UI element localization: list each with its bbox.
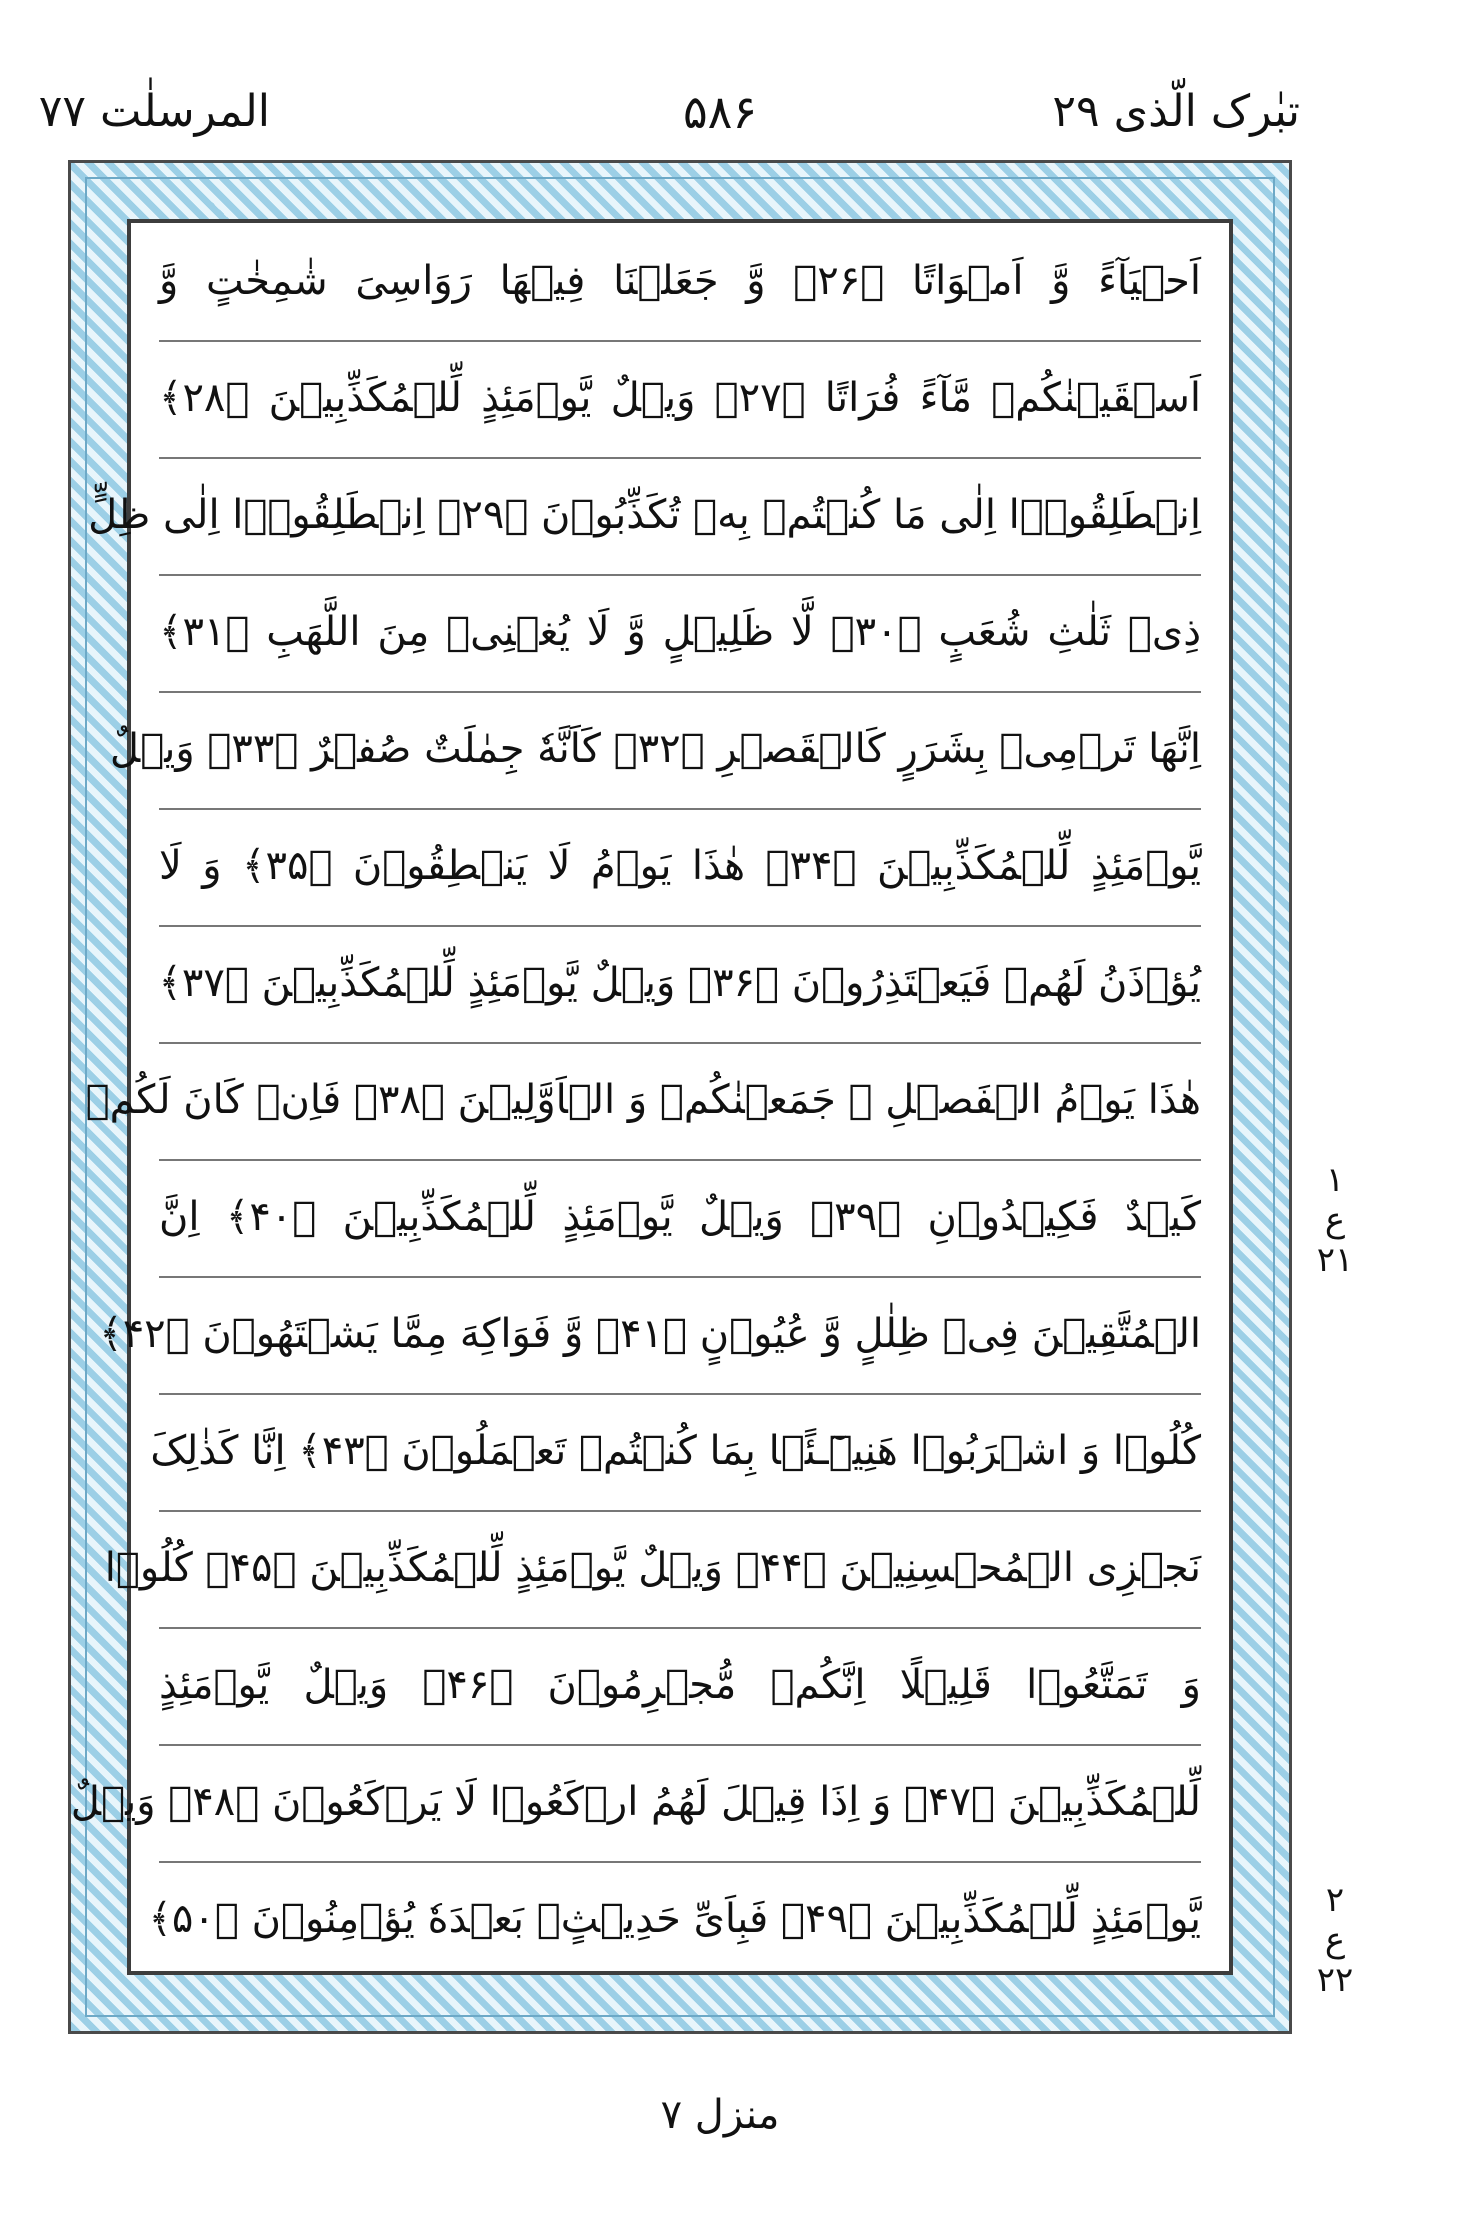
juz-title: تبٰرک الّذی ۲۹: [1052, 86, 1300, 137]
manzil-footer: منزل ۷: [660, 2092, 780, 2138]
text-line-15: یَّوۡمَئِذٍ لِّلۡمُکَذِّبِیۡنَ ﴿۴۹﴾ فَبِاَیِّ حَدِیۡثٍۭ بَعۡدَهٗ یُؤۡمِنُوۡنَ ﴿۵۰﴾: [148, 1896, 1201, 1942]
text-line-11: کُلُوۡا وَ اشۡرَبُوۡا هَنِیۡٓـئًۢا بِمَا کُنۡتُمۡ تَعۡمَلُوۡنَ ﴿۴۳﴾ اِنَّا کَذٰلِکَ: [159, 1393, 1201, 1512]
text-line-9: کَیۡدٌ فَکِیۡدُوۡنِ ﴿۳۹﴾ وَیۡلٌ یَّوۡمَئِذٍ لِّلۡمُکَذِّبِیۡنَ ﴿۴۰﴾ اِنَّ: [159, 1159, 1201, 1278]
text-panel: [70, 219, 1233, 1975]
ruku-marker-2: ۲ ع ۲۲: [1316, 1880, 1354, 2000]
text-line-4: ذِیۡ ثَلٰثِ شُعَبٍ ﴿۳۰﴾ لَّا ظَلِیۡلٍ وَّ لَا یُغۡنِیۡ مِنَ اللَّهَبِ ﴿۳۱﴾: [159, 574, 1201, 693]
text-line-8: هٰذَا یَوۡمُ الۡفَصۡلِ ۚ جَمَعۡنٰکُمۡ وَ الۡاَوَّلِیۡنَ ﴿۳۸﴾ فَاِنۡ کَانَ لَکُمۡ: [159, 1042, 1201, 1161]
text-line-13: وَ تَمَتَّعُوۡا قَلِیۡلًا اِنَّکُمۡ مُّجۡرِمُوۡنَ ﴿۴۶﴾ وَیۡلٌ یَّوۡمَئِذٍ: [159, 1627, 1201, 1746]
text-line-14: لِّلۡمُکَذِّبِیۡنَ ﴿۴۷﴾ وَ اِذَا قِیۡلَ لَهُمُ ارۡکَعُوۡا لَا یَرۡکَعُوۡنَ ﴿۴۸﴾ وَیۡلٌ: [159, 1744, 1201, 1863]
surah-title: المرسلٰت ۷۷: [38, 86, 270, 137]
text-line-5: اِنَّهَا تَرۡمِیۡ بِشَرَرٍ کَالۡقَصۡرِ ﴿۳۲﴾ کَاَنَّهٗ جِمٰلَتٌ صُفۡرٌ ﴿۳۳﴾ وَیۡلٌ: [159, 691, 1201, 810]
text-line-1: اَحۡیَآءً وَّ اَمۡوَاتًا ﴿۲۶﴾ وَّ جَعَلۡنَا فِیۡهَا رَوَاسِیَ شٰمِخٰتٍ وَّ: [159, 223, 1201, 342]
text-line-3: اِنۡطَلِقُوۡۤا اِلٰی مَا کُنۡتُمۡ بِهٖ تُکَذِّبُوۡنَ ﴿۲۹﴾ اِنۡطَلِقُوۡۤا اِلٰی ظِلٍّ: [159, 457, 1201, 576]
decorative-border: [68, 160, 1292, 2034]
text-line-12: نَجۡزِی الۡمُحۡسِنِیۡنَ ﴿۴۴﴾ وَیۡلٌ یَّوۡمَئِذٍ لِّلۡمُکَذِّبِیۡنَ ﴿۴۵﴾ کُلُوۡا: [159, 1510, 1201, 1629]
text-line-7: یُؤۡذَنُ لَهُمۡ فَیَعۡتَذِرُوۡنَ ﴿۳۶﴾ وَیۡلٌ یَّوۡمَئِذٍ لِّلۡمُکَذِّبِیۡنَ ﴿۳۷﴾: [159, 925, 1201, 1044]
text-line-2: اَسۡقَیۡنٰکُمۡ مَّآءً فُرَاتًا ﴿۲۷﴾ وَیۡلٌ یَّوۡمَئِذٍ لِّلۡمُکَذِّبِیۡنَ ﴿۲۸﴾: [159, 340, 1201, 459]
text-line-6: یَّوۡمَئِذٍ لِّلۡمُکَذِّبِیۡنَ ﴿۳۴﴾ هٰذَا یَوۡمُ لَا یَنۡطِقُوۡنَ ﴿۳۵﴾ وَ لَا: [159, 808, 1201, 927]
ruku-marker-1: ۱ ع ۲۱: [1316, 1160, 1354, 1280]
page-number: ۵۸۶: [682, 85, 758, 139]
text-line-10: الۡمُتَّقِیۡنَ فِیۡ ظِلٰلٍ وَّ عُیُوۡنٍ ﴿۴۱﴾ وَّ فَوَاکِهَ مِمَّا یَشۡتَهُوۡنَ ﴿۴۲﴾: [159, 1276, 1201, 1395]
